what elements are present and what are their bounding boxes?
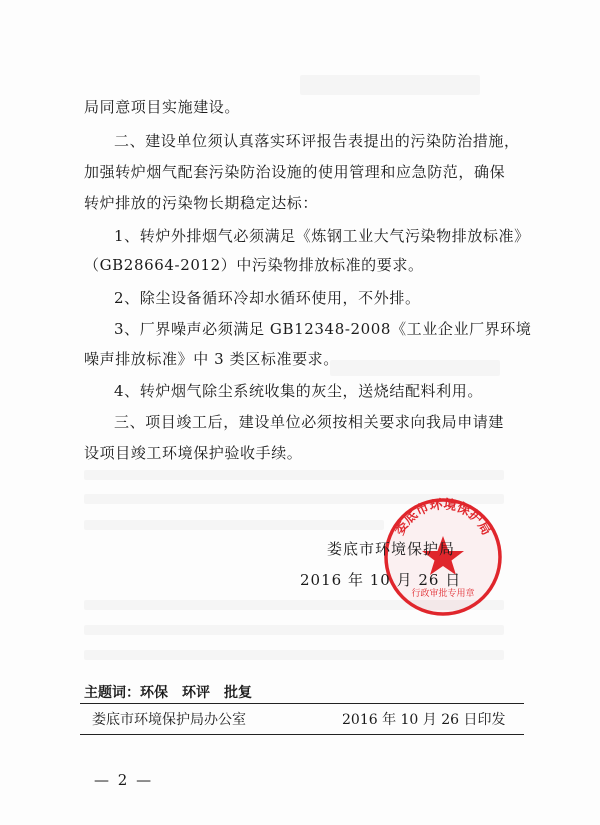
body-line: 4、转炉烟气除尘系统收集的灰尘，送烧结配料利用。 (114, 382, 483, 400)
body-line: 噪声排放标准》中 3 类区标准要求。 (84, 350, 339, 368)
body-line: 转炉排放的污染物长期稳定达标： (84, 194, 319, 212)
body-line: 加强转炉烟气配套污染防治设施的使用管理和应急防范，确保 (84, 163, 506, 181)
issue-date: 2016 年 10 月 26 日 (300, 571, 462, 589)
body-line: 局同意项目实施建设。 (84, 98, 241, 116)
body-line: 设项目竣工环境保护验收手续。 (84, 444, 303, 462)
body-line: （GB28664-2012）中污染物排放标准的要求。 (84, 256, 424, 274)
body-line: 3、厂界噪声必须满足 GB12348-2008《工业企业厂界环境 (114, 320, 532, 338)
body-line: 1、转炉外排烟气必须满足《炼钢工业大气污染物排放标准》 (114, 227, 530, 245)
bleed-through (84, 520, 384, 530)
issuing-office: 娄底市环境保护局办公室 (92, 712, 246, 728)
page-number: — 2 — (94, 771, 154, 789)
footer-rule-top (80, 703, 524, 704)
body-line: 2、除尘设备循环冷却水循环使用，不外排。 (114, 289, 421, 307)
print-date: 2016 年 10 月 26 日印发 (342, 712, 506, 728)
body-line: 三、项目竣工后，建设单位必须按相关要求向我局申请建 (114, 413, 505, 431)
bleed-through (330, 360, 500, 376)
subject-keywords: 主题词：环保 环评 批复 (84, 685, 252, 701)
seal-text: 娄底市环境保护局 (392, 497, 494, 538)
footer-rule-bottom (80, 734, 524, 735)
bleed-through (84, 625, 504, 635)
bleed-through (84, 650, 504, 660)
bleed-through (300, 75, 480, 95)
seal-subtext: 行政审批专用章 (411, 589, 475, 599)
issuer-name: 娄底市环境保护局 (327, 540, 456, 558)
body-line: 二、建设单位须认真落实环评报告表提出的污染防治措施， (114, 132, 520, 150)
bleed-through (84, 470, 504, 480)
